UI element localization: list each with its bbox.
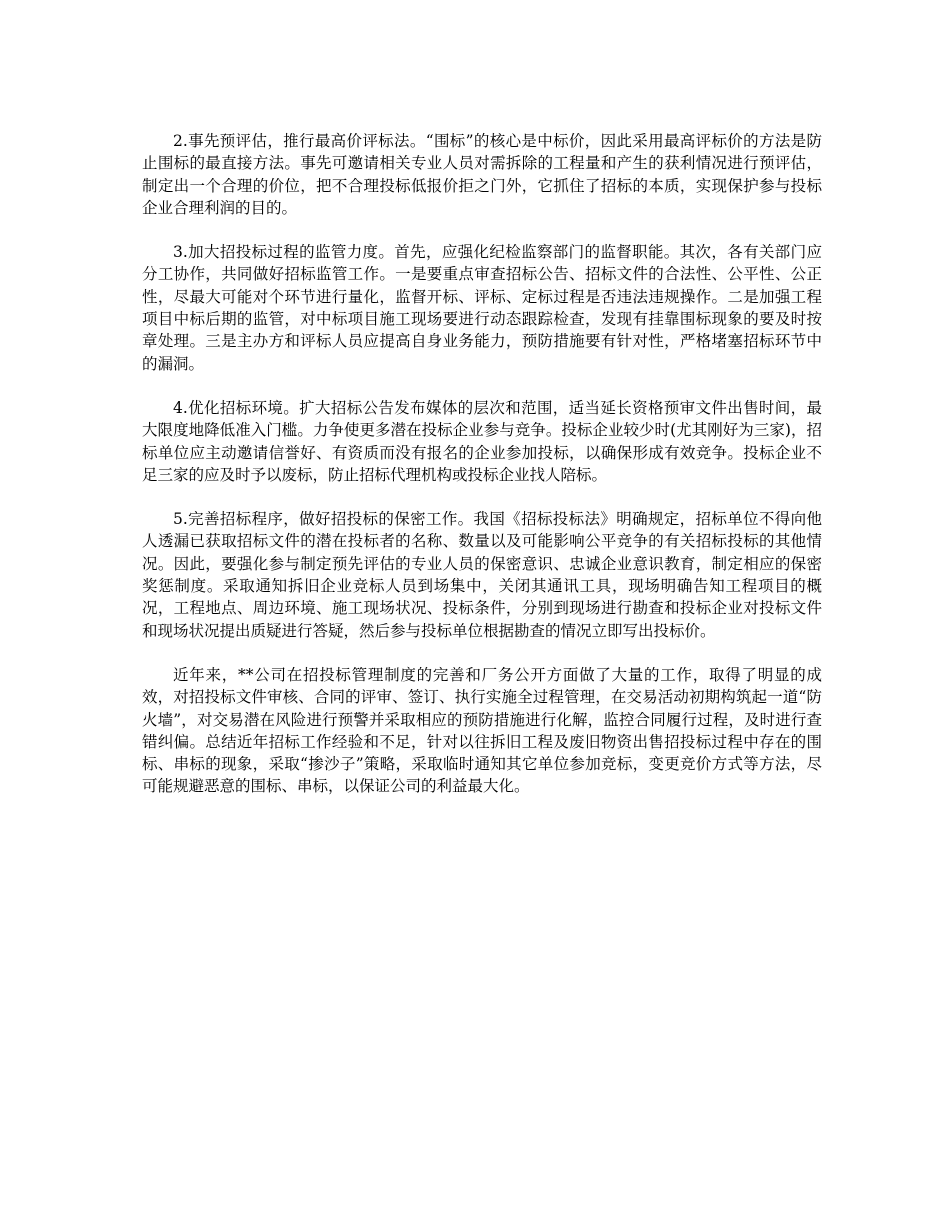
paragraph-bid-evaluation: 2.事先预评估，推行最高价评标法。“围标”的核心是中标价，因此采用最高评标价的方法是防止围标的最直接方法。事先可邀请相关专业人员对需拆除的工程量和产生的获利情况进行预评估，制定出一个合理的价位，把不合理投标低报价拒之门外，它抓住了招标的本质，实现保护参与投标企业合理利润的目的。	[142, 132, 822, 217]
paragraph-summary: 近年来，**公司在招投标管理制度的完善和厂务公开方面做了大量的工作，取得了明显的成效，对招投标文件审核、合同的评审、签订、执行实施全过程管理，在交易活动初期构筑起一道“防火墙”，对交易潜在风险进行预警并采取相应的预防措施进行化解，监控合同履行过程，及时进行查错纠偏。总结近年招标工作经验和不足，针对以往拆旧工程及废旧物资出售招投标过程中存在的围标、串标的现象，采取“掺沙子”策略，采取临时通知其它单位参加竞标，变更竞价方式等方法，尽可能规避恶意的围标、串标，以保证公司的利益最大化。	[142, 665, 822, 796]
paragraph-confidentiality: 5.完善招标程序，做好招投标的保密工作。我国《招标投标法》明确规定，招标单位不得向他人透漏已获取招标文件的潜在投标者的名称、数量以及可能影响公平竞争的有关招标投标的其他情况。因此，要强化参与制定预先评估的专业人员的保密意识、忠诚企业意识教育，制定相应的保密奖惩制度。采取通知拆旧企业竞标人员到场集中，关闭其通讯工具，现场明确告知工程项目的概况，工程地点、周边环境、施工现场状况、投标条件，分别到现场进行勘查和投标企业对投标文件和现场状况提出质疑进行答疑，然后参与投标单位根据勘查的情况立即写出投标价。	[142, 510, 822, 640]
document-body	[142, 130, 822, 820]
paragraph-supervision: 3.加大招投标过程的监管力度。首先，应强化纪检监察部门的监督职能。其次，各有关部门应分工协作，共同做好招标监管工作。一是要重点审查招标公告、招标文件的合法性、公平性、公正性，尽最大可能对个环节进行量化，监督开标、评标、定标过程是否违法违规操作。二是加强工程项目中标后期的监管，对中标项目施工现场要进行动态跟踪检查，发现有挂靠围标现象的要及时按章处理。三是主办方和评标人员应提高自身业务能力，预防措施要有针对性，严格堵塞招标环节中的漏洞。	[142, 243, 822, 373]
paragraph-environment: 4.优化招标环境。扩大招标公告发布媒体的层次和范围，适当延长资格预审文件出售时间，最大限度地降低准入门槛。力争使更多潜在投标企业参与竞争。投标企业较少时(尤其刚好为三家)，招标单位应主动邀请信誉好、有资质而没有报名的企业参加投标，以确保形成有效竞争。投标企业不足三家的应及时予以废标，防止招标代理机构或投标企业找人陪标。	[142, 398, 822, 484]
